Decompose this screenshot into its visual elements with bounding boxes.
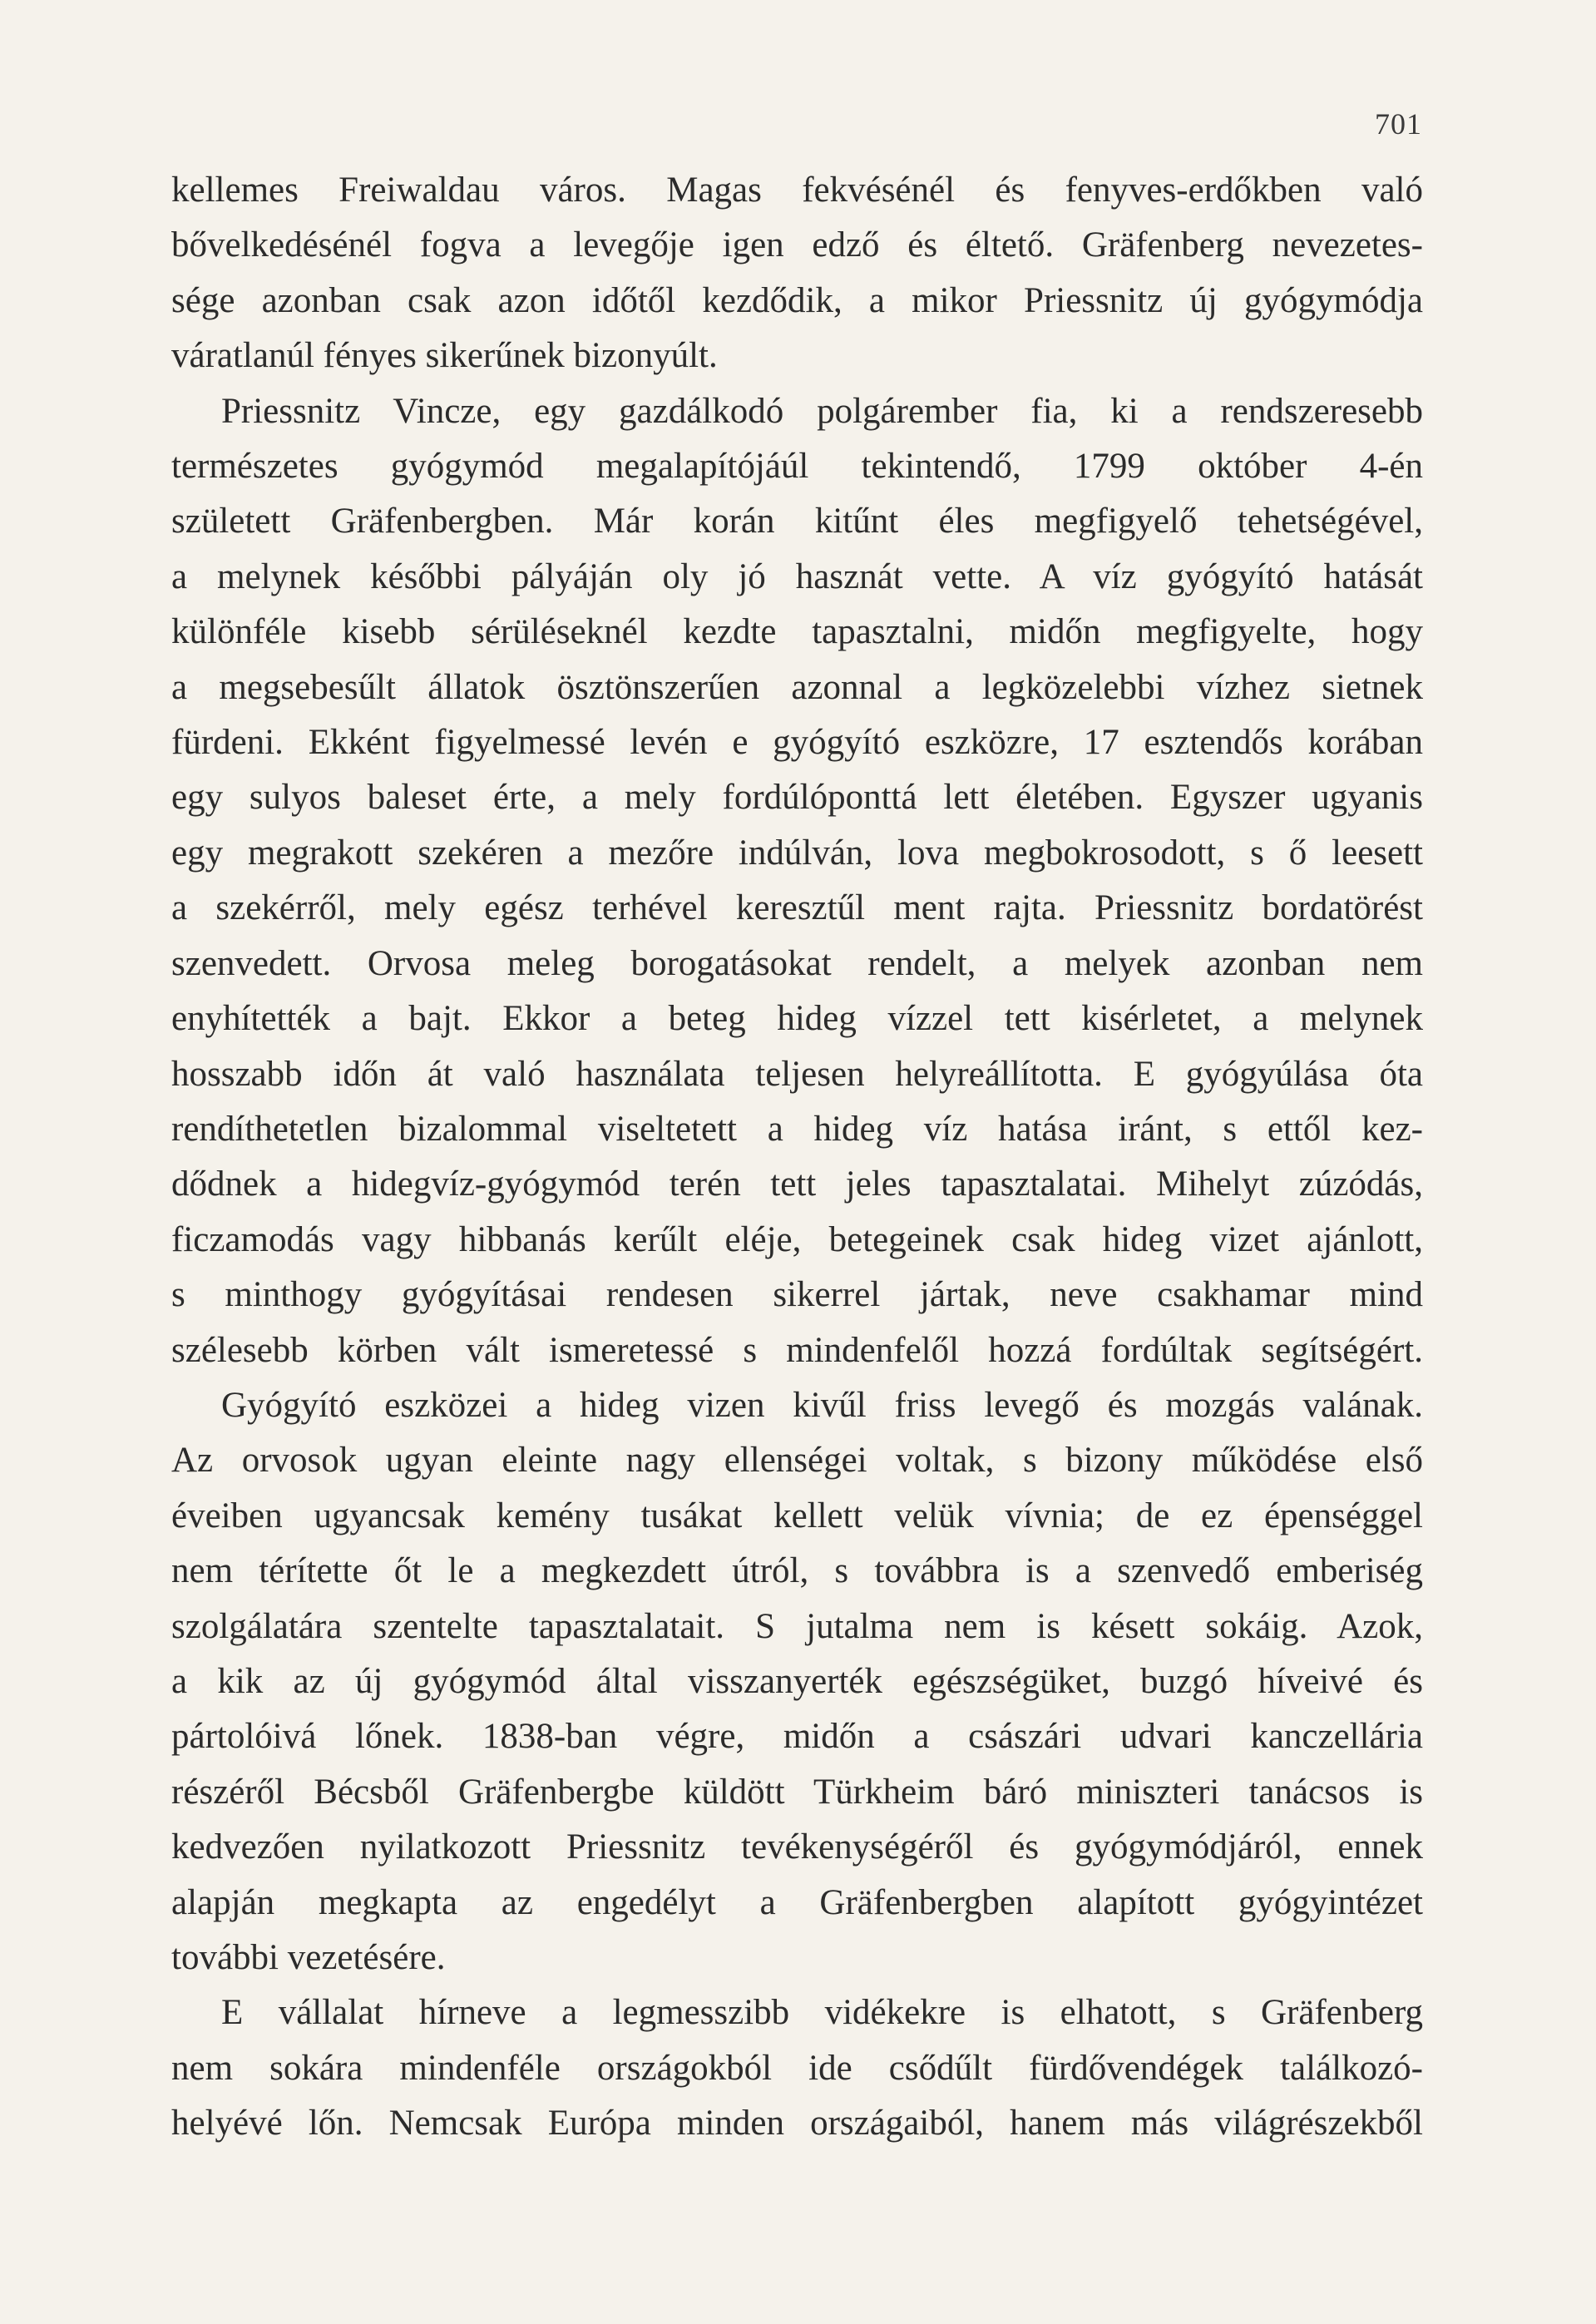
- text-line: s minthogy gyógyításai rendesen sikerrel jártak, neve csakhamar mind: [171, 1275, 1423, 1315]
- text-line: különféle kisebb sérüléseknél kezdte tapasztalni, midőn megfigyelte, hogy: [171, 612, 1423, 652]
- text-line: pártolóivá lőnek. 1838-ban végre, midőn a császári udvari kanczellária: [171, 1717, 1423, 1757]
- text-line: helyévé lőn. Nemcsak Európa minden országaiból, hanem más világrészekből: [171, 2104, 1423, 2144]
- text-line: hosszabb időn át való használata teljesen helyreállította. E gyógyúlása óta: [171, 1054, 1423, 1094]
- text-line: született Gräfenbergben. Már korán kitűnt éles megfigyelő tehetségével,: [171, 502, 1423, 541]
- text-line: sége azonban csak azon időtől kezdődik, a mikor Priessnitz új gyógymódja: [171, 280, 1423, 320]
- text-line: nem térítette őt le a megkezdett útról, s továbbra is a szenvedő emberiség: [171, 1551, 1423, 1591]
- text-line: további vezetésére.: [171, 1938, 446, 1977]
- text-line: a megsebesűlt állatok ösztönszerűen azonnal a legközelebbi vízhez sietnek: [171, 667, 1423, 707]
- text-line: természetes gyógymód megalapítójáúl tekintendő, 1799 október 4-én: [171, 447, 1423, 487]
- text-line: egy sulyos baleset érte, a mely fordúlóponttá lett életében. Egyszer ugyanis: [171, 778, 1423, 818]
- page-number: 701: [1375, 107, 1422, 141]
- text-line: Gyógyító eszközei a hideg vizen kivűl friss levegő és mozgás valának.: [221, 1385, 1423, 1425]
- text-line: a melynek későbbi pályáján oly jó hasznát vette. A víz gyógyító hatását: [171, 556, 1423, 596]
- text-line: egy megrakott szekéren a mezőre indúlván, lova megbokrosodott, s ő leesett: [171, 833, 1423, 873]
- text-line: alapján megkapta az engedélyt a Gräfenbergben alapított gyógyintézet: [171, 1882, 1423, 1922]
- body-text: [171, 163, 1423, 2152]
- paragraph-4: [171, 1985, 1423, 2151]
- text-line: szolgálatára szentelte tapasztalatait. S jutalma nem is késett sokáig. Azok,: [171, 1606, 1423, 1646]
- text-line: enyhítették a bajt. Ekkor a beteg hideg vízzel tett kisérletet, a melynek: [171, 999, 1423, 1039]
- text-line: rendíthetetlen bizalommal viseltetett a hideg víz hatása iránt, s ettől kez-: [171, 1109, 1423, 1149]
- text-line: nem sokára mindenféle országokból ide csődűlt fürdővendégek találkozó-: [171, 2048, 1423, 2088]
- text-line: a kik az új gyógymód által visszanyerték egészségüket, buzgó híveivé és: [171, 1661, 1423, 1701]
- text-line: Priessnitz Vincze, egy gazdálkodó polgárember fia, ki a rendszeresebb: [221, 391, 1423, 431]
- text-line: szenvedett. Orvosa meleg borogatásokat rendelt, a melyek azonban nem: [171, 943, 1423, 983]
- text-line: kellemes Freiwaldau város. Magas fekvésénél és fenyves-erdőkben való: [171, 171, 1423, 210]
- text-line: váratlanúl fényes sikerűnek bizonyúlt.: [171, 336, 718, 376]
- text-line: Az orvosok ugyan eleinte nagy ellenségei voltak, s bizony működése első: [171, 1441, 1423, 1481]
- text-line: ficzamodás vagy hibbanás kerűlt eléje, betegeinek csak hideg vizet ajánlott,: [171, 1219, 1423, 1259]
- paragraph-1: [171, 163, 1423, 384]
- paragraph-2: [171, 384, 1423, 1378]
- text-line: szélesebb körben vált ismeretessé s mindenfelől hozzá fordúltak segítségért.: [171, 1330, 1423, 1370]
- text-line: dődnek a hidegvíz-gyógymód terén tett jeles tapasztalatai. Mihelyt zúzódás,: [171, 1164, 1423, 1204]
- text-line: bővelkedésénél fogva a levegője igen edző és éltető. Gräfenberg nevezetes-: [171, 225, 1423, 265]
- text-line: E vállalat hírneve a legmesszibb vidékekre is elhatott, s Gräfenberg: [221, 1993, 1423, 2033]
- text-line: a szekérről, mely egész terhével keresztűl ment rajta. Priessnitz bordatörést: [171, 888, 1423, 928]
- text-line: fürdeni. Ekként figyelmessé levén e gyógyító eszközre, 17 esztendős korában: [171, 723, 1423, 763]
- text-line: kedvezően nyilatkozott Priessnitz tevékenységéről és gyógymódjáról, ennek: [171, 1827, 1423, 1867]
- paragraph-3: [171, 1378, 1423, 1985]
- text-line: éveiben ugyancsak kemény tusákat kellett velük vívnia; de ez épenséggel: [171, 1496, 1423, 1535]
- text-line: részéről Bécsből Gräfenbergbe küldött Türkheim báró miniszteri tanácsos is: [171, 1772, 1423, 1812]
